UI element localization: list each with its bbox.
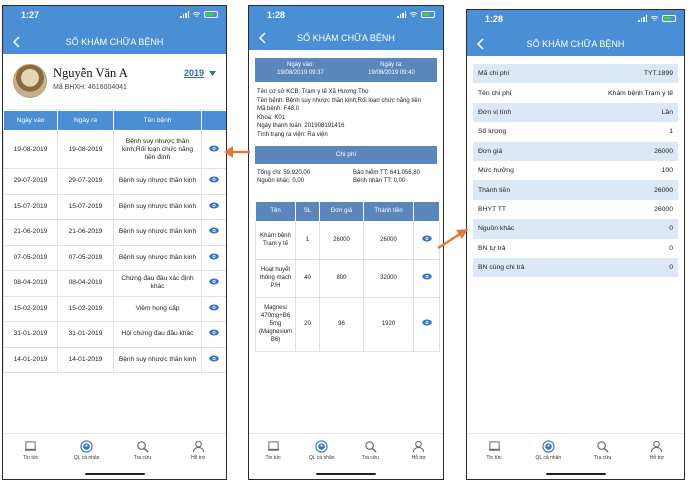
tab-label: Hỗ trợ	[649, 455, 664, 461]
cell-price: 800	[320, 259, 364, 297]
visit-dates-banner	[255, 58, 437, 82]
table-row[interactable]	[4, 296, 227, 322]
cost-section-header: Chi phí	[255, 146, 437, 164]
table-row[interactable]	[4, 347, 227, 373]
detail-value: Khám bệnh Trạm y tế	[608, 89, 673, 97]
cell-date-in: 15-07-2019	[4, 194, 58, 220]
cell-date-in: 15-02-2019	[4, 296, 58, 322]
table-row[interactable]	[4, 245, 227, 271]
cell-date-in: 29-07-2019	[4, 169, 58, 195]
col-header-price: Đơn giá	[320, 201, 364, 221]
status-time: 1:27	[21, 10, 40, 20]
page-title: SỔ KHÁM CHỮA BỆNH	[65, 37, 164, 47]
wifi-icon	[409, 11, 418, 18]
back-icon[interactable]	[11, 35, 23, 49]
table-row[interactable]	[4, 131, 227, 169]
detail-row	[473, 161, 678, 180]
col-header-qty: SL	[296, 201, 320, 221]
eye-icon[interactable]	[422, 319, 432, 326]
table-row[interactable]	[256, 297, 440, 351]
cell-date-in: 07-05-2019	[4, 245, 58, 271]
cell-disease: Bệnh suy nhược thần kinh	[114, 169, 202, 195]
tab-label: Tra cứu	[133, 455, 152, 461]
table-row[interactable]	[4, 322, 227, 348]
avatar	[13, 64, 47, 98]
home-indicator	[85, 473, 145, 475]
cell-date-in: 19-08-2019	[4, 131, 58, 169]
cell-amount: 26000	[364, 221, 414, 259]
cell-date-out: 21-06-2019	[58, 220, 114, 246]
detail-value: 26000	[561, 180, 678, 199]
date-out-value: 19/08/2019 09:40	[368, 70, 415, 76]
user-support-icon	[412, 440, 425, 453]
detail-row	[473, 239, 678, 258]
battery-icon	[662, 15, 676, 22]
bhxh-code: Mã BHXH: 4616004041	[53, 84, 127, 91]
cell-date-out: 14-01-2019	[58, 347, 114, 373]
col-header-in: Ngày vào	[4, 111, 58, 131]
cell-disease: Bệnh suy nhược thần kinh	[114, 194, 202, 220]
cell-qty: 1	[296, 221, 320, 259]
detail-row	[473, 180, 678, 199]
tab-news[interactable]	[3, 434, 59, 479]
eye-icon[interactable]	[209, 202, 219, 209]
eye-icon[interactable]	[209, 329, 219, 336]
eye-icon[interactable]	[209, 227, 219, 234]
cell-date-in: 21-06-2019	[4, 220, 58, 246]
bottom-tab-bar	[467, 433, 684, 479]
tab-label: Hỗ trợ	[411, 455, 426, 461]
cell-name: Magnesi 470mg+B6 5mg (Magnesium B6)	[256, 297, 296, 351]
department-line: Khoa: K01	[257, 114, 286, 121]
tab-label: QL cá nhân	[73, 455, 100, 461]
battery-icon	[421, 11, 435, 18]
wifi-icon	[192, 11, 201, 18]
signal-icon	[180, 11, 189, 18]
cell-disease: Bệnh suy nhược thần kinh	[114, 347, 202, 373]
app-header	[249, 6, 443, 50]
detail-label: Đơn giá	[473, 142, 561, 161]
year-selector[interactable]: 2019	[183, 68, 204, 78]
table-row[interactable]	[256, 259, 440, 297]
cell-price: 26000	[320, 221, 364, 259]
facility-line: Tên cơ sở KCB: Trạm y tế Xã Hương Thọ	[257, 89, 369, 95]
cell-disease: Chứng đau đầu xác định khác	[114, 271, 202, 297]
cell-amount: 1920	[364, 297, 414, 351]
tab-label: Tra cứu	[593, 455, 612, 461]
cell-qty: 40	[296, 259, 320, 297]
home-indicator	[316, 473, 376, 475]
detail-label: Thành tiền	[473, 180, 561, 199]
eye-icon[interactable]	[209, 304, 219, 311]
table-row[interactable]	[256, 221, 440, 259]
signal-icon	[397, 11, 406, 18]
chevron-down-icon[interactable]	[209, 71, 216, 76]
signal-icon	[638, 15, 647, 22]
cell-name: Khám bệnh Trạm y tế	[256, 221, 296, 259]
detail-row	[473, 122, 678, 141]
detail-value: 26000	[654, 205, 673, 213]
tab-support[interactable]	[630, 434, 684, 479]
news-icon	[488, 440, 501, 453]
user-support-icon	[192, 440, 205, 453]
phone-screen-cost-detail	[466, 9, 685, 480]
tab-label: Tin tức	[486, 455, 502, 461]
visit-history-table	[3, 110, 227, 373]
detail-label: Mức hưởng	[478, 167, 514, 175]
eye-icon[interactable]	[209, 355, 219, 362]
disease-line: Tên bệnh: Bệnh suy nhược thần kinh;Rối loạn chức năng tiền	[257, 97, 422, 104]
detail-label: BN tự trả	[478, 244, 506, 252]
cell-date-in: 08-04-2019	[4, 271, 58, 297]
tab-news[interactable]	[467, 434, 521, 479]
cell-date-out: 07-05-2019	[58, 245, 114, 271]
home-indicator	[546, 473, 606, 475]
bottom-tab-bar	[3, 433, 226, 479]
detail-row	[473, 258, 678, 277]
app-header	[467, 10, 684, 56]
col-header-name: Tên	[256, 201, 296, 221]
eye-icon[interactable]	[209, 176, 219, 183]
personal-icon	[542, 440, 555, 453]
detail-value: Lần	[561, 103, 678, 122]
detail-value: 1	[669, 128, 673, 136]
disease-code-line: Mã bệnh: F48.0	[257, 106, 300, 113]
detail-label: Mã chi phí	[473, 64, 561, 83]
detail-value: TYT.1899	[561, 64, 678, 83]
detail-label: Tên chi phí	[478, 89, 512, 97]
tab-support[interactable]	[395, 434, 444, 479]
col-header-out: Ngày ra	[58, 111, 114, 131]
eye-icon[interactable]	[422, 235, 432, 242]
detail-row	[473, 200, 678, 219]
tab-news[interactable]	[249, 434, 298, 479]
table-row[interactable]	[4, 220, 227, 246]
eye-icon[interactable]	[422, 273, 432, 280]
table-row[interactable]	[4, 169, 227, 195]
detail-label: Số lượng	[478, 128, 507, 136]
cost-summary	[257, 169, 435, 187]
cell-disease: Bệnh suy nhược thần kinh	[114, 220, 202, 246]
personal-icon	[315, 440, 328, 453]
table-row[interactable]	[4, 194, 227, 220]
personal-icon	[80, 440, 93, 453]
page-title: SỔ KHÁM CHỮA BỆNH	[526, 39, 625, 49]
cell-price: 96	[320, 297, 364, 351]
col-header-action	[202, 111, 227, 131]
date-out-label: Ngày ra:	[380, 62, 403, 68]
cell-date-out: 15-02-2019	[58, 296, 114, 322]
user-support-icon	[650, 440, 663, 453]
status-bar	[481, 14, 676, 26]
table-row[interactable]	[4, 271, 227, 297]
cost-detail-table	[473, 64, 678, 277]
cell-date-out: 08-04-2019	[58, 271, 114, 297]
detail-value: 0	[561, 258, 678, 277]
status-time: 1:28	[267, 10, 286, 20]
tab-label: Hỗ trợ	[191, 455, 206, 461]
app-header	[3, 6, 226, 54]
status-bar	[17, 10, 218, 22]
patient-profile	[3, 54, 226, 110]
arrow-right-icon	[436, 226, 470, 252]
tab-label: QL cá nhân	[308, 455, 335, 461]
arrow-left-icon	[222, 144, 252, 160]
cell-name: Hoạt huyết thông mạch P/H	[256, 259, 296, 297]
cell-date-out: 29-07-2019	[58, 169, 114, 195]
col-header-action	[414, 201, 440, 221]
tab-label: Tin tức	[265, 455, 281, 461]
eye-icon[interactable]	[209, 145, 219, 152]
col-header-disease: Tên bệnh	[114, 111, 202, 131]
eye-icon[interactable]	[209, 278, 219, 285]
page-title: SỔ KHÁM CHỮA BỆNH	[297, 33, 395, 43]
detail-label: Đơn vị tính	[473, 103, 561, 122]
total-cost: Tổng chi: 59.920,00	[257, 169, 311, 176]
phone-screen-history	[2, 5, 227, 480]
tab-label: Tra cứu	[361, 455, 379, 461]
detail-label: Nguồn khác	[473, 219, 561, 238]
cell-disease: Hội chứng đau đầu khác	[114, 322, 202, 348]
status-bar	[263, 10, 435, 22]
detail-value: 0	[561, 219, 678, 238]
cell-amount: 32000	[364, 259, 414, 297]
search-icon	[596, 440, 609, 453]
search-icon	[136, 440, 149, 453]
back-icon[interactable]	[475, 37, 487, 51]
battery-icon	[204, 11, 218, 18]
cell-qty: 20	[296, 297, 320, 351]
detail-label: BN cùng chi trả	[473, 258, 561, 277]
visit-info	[257, 88, 435, 140]
payment-date-line: Ngày thanh toán: 201908191416	[257, 123, 345, 130]
detail-row	[473, 142, 678, 161]
detail-label: BHYT TT	[478, 205, 507, 213]
cell-disease: Bệnh suy nhược thần kinh	[114, 245, 202, 271]
cell-disease: Viêm họng cấp	[114, 296, 202, 322]
detail-value: 100	[661, 167, 673, 175]
news-icon	[24, 440, 37, 453]
bottom-tab-bar	[249, 433, 443, 479]
detail-row	[473, 219, 678, 238]
detail-value: 26000	[561, 142, 678, 161]
cost-items-table	[255, 201, 440, 352]
news-icon	[267, 440, 280, 453]
detail-row	[473, 83, 678, 102]
patient-paid: Bệnh nhân TT: 0,00	[353, 178, 406, 185]
cell-disease: Bệnh suy nhược thần kinh;Rối loạn chức năng tiền đình	[114, 131, 202, 169]
tab-label: Tin tức	[23, 455, 39, 461]
wifi-icon	[650, 15, 659, 22]
tab-label: QL cá nhân	[535, 455, 562, 461]
phone-screen-visit-detail	[248, 5, 444, 480]
detail-value: 0	[669, 244, 673, 252]
cell-date-out: 15-07-2019	[58, 194, 114, 220]
date-in-value: 19/08/2019 09:37	[277, 70, 324, 76]
detail-row	[473, 103, 678, 122]
other-source: Nguồn khác: 0,00	[257, 178, 305, 185]
search-icon	[364, 440, 377, 453]
date-in-label: Ngày vào:	[286, 62, 314, 68]
cell-date-in: 14-01-2019	[4, 347, 58, 373]
discharge-status-line: Tình trạng ra viện: Ra viện	[257, 131, 328, 138]
col-header-amount: Thành tiền	[364, 201, 414, 221]
insurance-paid: Bảo hiểm TT: 641.056,80	[353, 169, 420, 176]
tab-support[interactable]	[170, 434, 226, 479]
cell-date-out: 31-01-2019	[58, 322, 114, 348]
cell-date-out: 19-08-2019	[58, 131, 114, 169]
status-time: 1:28	[485, 14, 504, 24]
cell-date-in: 31-01-2019	[4, 322, 58, 348]
back-icon[interactable]	[257, 31, 269, 45]
eye-icon[interactable]	[209, 253, 219, 260]
detail-row	[473, 64, 678, 83]
patient-name: Nguyễn Văn A	[53, 66, 128, 80]
